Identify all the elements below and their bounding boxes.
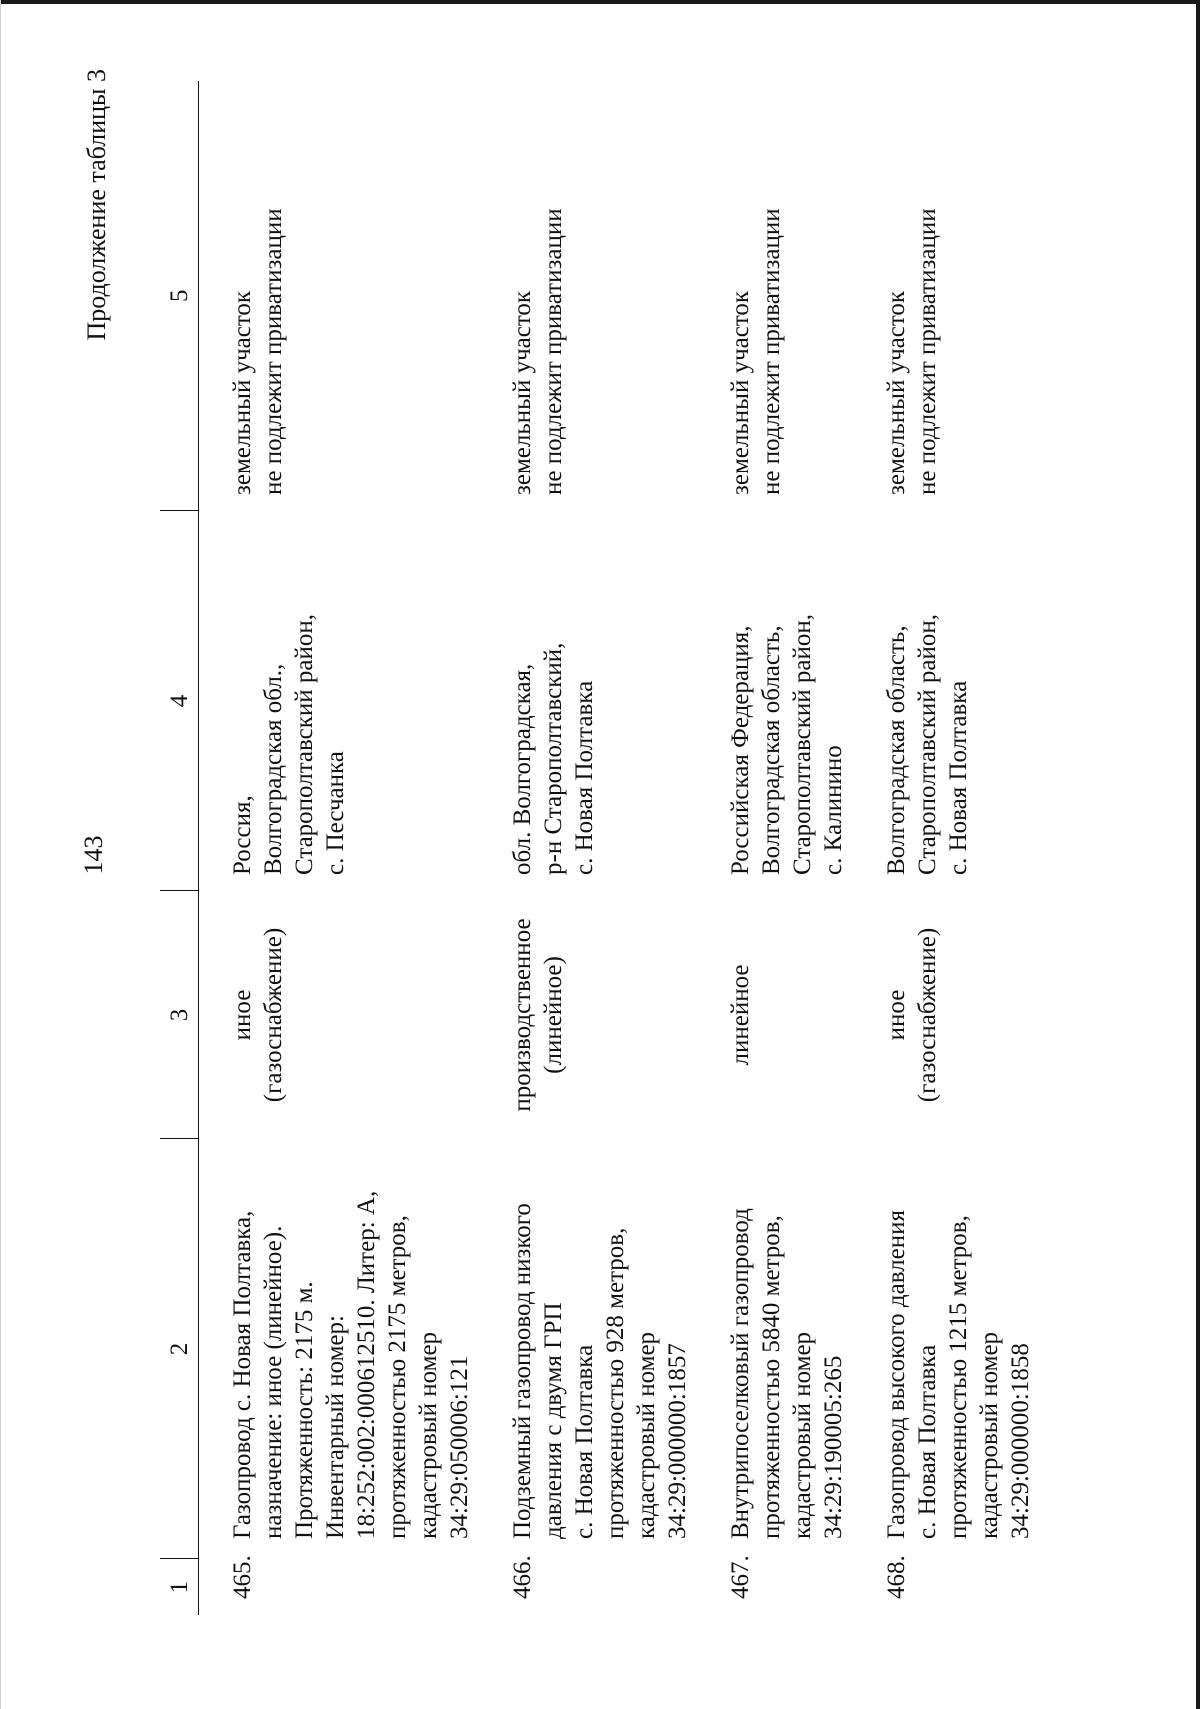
registry-table [160, 81, 1040, 1615]
header-cell-1: 1 [160, 1559, 199, 1615]
object-description-line: давления с двумя ГРП [540, 1302, 567, 1539]
object-description-line: протяженностью 928 метров, [602, 1227, 629, 1539]
object-note-cell [697, 81, 853, 511]
table-row [853, 81, 1040, 1615]
object-description-line: протяженностью 5840 метров, [758, 1215, 785, 1539]
object-address-cell [853, 511, 1040, 891]
object-address-line: обл. Волгоградская, [509, 663, 536, 875]
object-description-line: протяженностью 2175 метров, [384, 1215, 411, 1539]
object-description-line: кадастровый номер [976, 1331, 1003, 1539]
row-number-cell: 465. [229, 1555, 256, 1599]
header-cell-5: 5 [160, 81, 199, 511]
object-address-line: с. Калинино [820, 745, 847, 875]
object-note-line: земельный участок [727, 290, 754, 495]
object-note-line: земельный участок [509, 290, 536, 495]
object-address-cell [479, 511, 697, 891]
object-address-line: с. Песчанка [322, 751, 349, 875]
object-description-line: 18:252:002:000612510. Литер: А, [353, 1190, 380, 1539]
object-address-line: Старополтавский район, [291, 613, 318, 875]
object-purpose-cell [199, 891, 480, 1139]
object-description-line: протяженностью 1215 метров, [945, 1215, 972, 1539]
object-purpose-line: (газоснабжение) [914, 927, 941, 1103]
object-purpose-line: производственное [509, 918, 536, 1112]
object-address-line: Старополтавский район, [914, 613, 941, 875]
object-address-line: Старополтавский район, [789, 613, 816, 875]
continuation-label: Продолжение таблицы 3 [82, 69, 111, 341]
table-row [479, 81, 697, 1615]
object-address-line: с. Новая Полтавка [945, 680, 972, 875]
object-description-line: кадастровый номер [633, 1331, 660, 1539]
object-description-line: Внутрипоселковый газопровод [727, 1208, 754, 1539]
object-note-line: не подлежит приватизации [260, 208, 287, 495]
header-cell-3: 3 [160, 891, 199, 1139]
header-cell-4: 4 [160, 511, 199, 891]
object-address-line: Волгоградская область, [883, 625, 910, 875]
object-purpose-line: (линейное) [540, 956, 567, 1074]
object-description-line: Инвентарный номер: [322, 1315, 349, 1539]
object-description-cell [199, 1139, 480, 1559]
header-cell-2: 2 [160, 1139, 199, 1559]
object-description-line: с. Новая Полтавка [914, 1344, 941, 1539]
object-address-line: Волгоградская область, [758, 625, 785, 875]
object-purpose-cell [697, 891, 853, 1139]
object-address-cell [697, 511, 853, 891]
object-note-cell [853, 81, 1040, 511]
object-purpose-cell [479, 891, 697, 1139]
object-description-line: Газопровод высокого давления [883, 1210, 910, 1539]
object-description-line: 34:29:000000:1858 [1007, 1343, 1034, 1539]
object-description-line: 34:29:050006:121 [446, 1355, 473, 1539]
object-purpose-cell [853, 891, 1040, 1139]
object-description-cell [697, 1139, 853, 1559]
object-description-line: кадастровый номер [415, 1331, 442, 1539]
object-address-line: с. Новая Полтавка [571, 680, 598, 875]
object-note-line: не подлежит приватизации [540, 208, 567, 495]
object-description-line: 34:29:000000:1857 [664, 1343, 691, 1539]
object-description-cell [479, 1139, 697, 1559]
object-address-line: Волгоградская обл., [260, 663, 287, 875]
object-description-cell [853, 1139, 1040, 1559]
table-row [697, 81, 853, 1615]
object-description-line: 34:29:190005:265 [820, 1355, 847, 1539]
object-description-line: Протяженность: 2175 м. [291, 1281, 318, 1539]
object-note-line: не подлежит приватизации [914, 208, 941, 495]
row-number-cell: 466. [509, 1555, 536, 1599]
row-number-cell: 468. [883, 1555, 910, 1599]
object-description-line: кадастровый номер [789, 1331, 816, 1539]
object-note-cell [199, 81, 480, 511]
page-number: 143 [79, 835, 108, 875]
table-row [199, 81, 480, 1615]
object-address-line: р-н Старополтавский, [540, 642, 567, 875]
object-description-line: назначение: иное (линейное). [260, 1225, 287, 1539]
object-address-line: Россия, [229, 795, 256, 875]
row-number-cell: 467. [727, 1555, 754, 1599]
object-description-line: с. Новая Полтавка [571, 1344, 598, 1539]
object-purpose-line: линейное [727, 964, 754, 1066]
object-note-cell [479, 81, 697, 511]
object-note-line: земельный участок [229, 290, 256, 495]
table-header-row [160, 81, 199, 1615]
object-purpose-line: (газоснабжение) [260, 927, 287, 1103]
object-address-cell [199, 511, 480, 891]
object-purpose-line: иное [229, 989, 256, 1041]
object-description-line: Газопровод с. Новая Полтавка, [229, 1210, 256, 1539]
object-description-line: Подземный газопровод низкого [509, 1203, 536, 1539]
object-purpose-line: иное [883, 989, 910, 1041]
object-note-line: земельный участок [883, 290, 910, 495]
object-address-line: Российская Федерация, [727, 625, 754, 875]
object-note-line: не подлежит приватизации [758, 208, 785, 495]
